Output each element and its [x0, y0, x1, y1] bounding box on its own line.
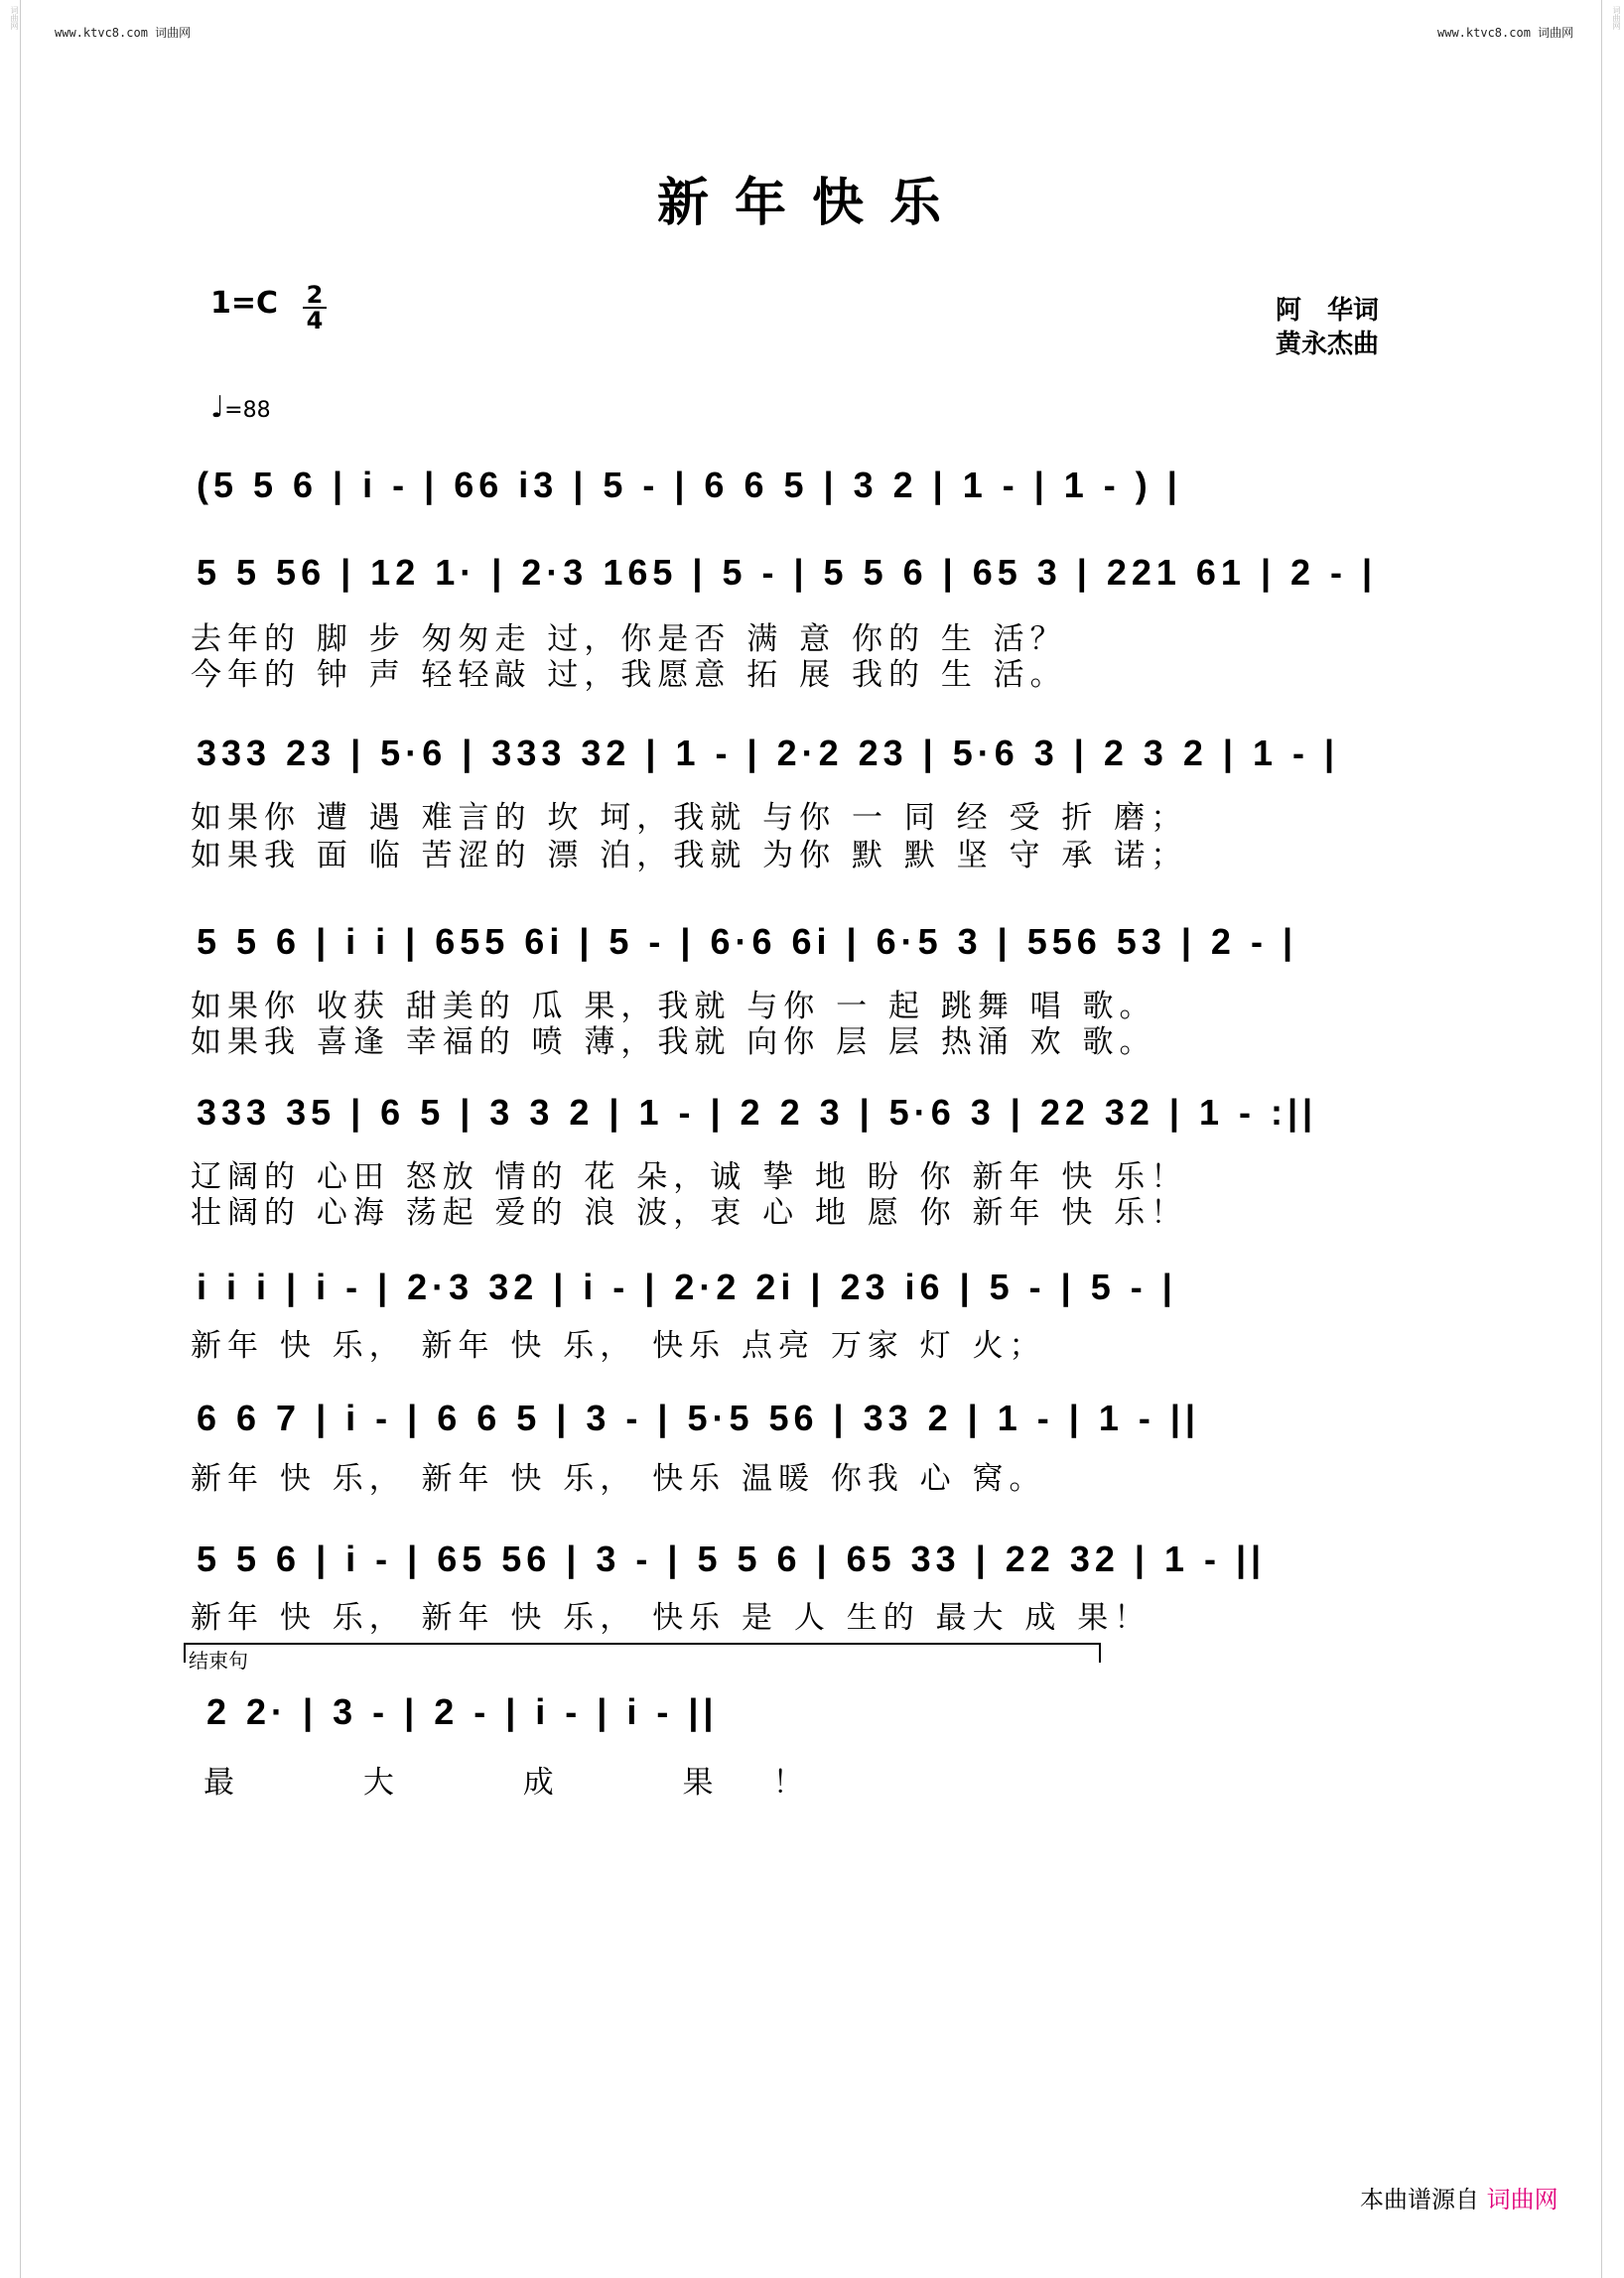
lyric-row-5-verse-2: 壮阔的 心海 荡起 爱的 浪 波，衷 心 地 愿 你 新年 快 乐！ — [191, 1195, 1188, 1231]
lyric-row-8: 新年 快 乐， 新年 快 乐， 快乐 是 人 生的 最大 成 果！ — [191, 1600, 1151, 1636]
song-title: 新年快乐 — [656, 173, 967, 233]
footer-source-text: 本曲谱源自 — [1360, 2186, 1479, 2213]
time-sig-top: 2 — [306, 281, 324, 309]
ending-label: 结束句 — [189, 1649, 248, 1673]
notation-row-4: 5 5 6 | i i | 655 6i | 5 - | 6·6 6i | 6·5 3 | 556 53 | 2 - | — [197, 921, 1298, 962]
notation-row-3: 333 23 | 5·6 | 333 32 | 1 - | 2·2 23 | 5·6 3 | 2 3 2 | 1 - | — [197, 733, 1340, 773]
lyric-row-3-verse-1: 如果你 遭 遇 难言的 坎 坷，我就 与你 一 同 经 受 折 磨； — [191, 800, 1188, 836]
header-right-watermark — [1437, 24, 1573, 41]
lyricist-credit: 阿 华词 — [1276, 296, 1380, 326]
lyric-row-3-verse-2: 如果我 面 临 苦涩的 漂 泊，我就 为你 默 默 坚 守 承 诺； — [191, 838, 1188, 873]
lyric-row-4-verse-2: 如果我 喜逢 幸福的 喷 薄，我就 向你 层 层 热涌 欢 歌。 — [191, 1024, 1156, 1060]
notation-row-5: 333 35 | 6 5 | 3 3 2 | 1 - | 2 2 3 | 5·6 3 | 22 32 | 1 - :|| — [197, 1092, 1318, 1133]
lyric-row-7: 新年 快 乐， 新年 快 乐， 快乐 温暖 你我 心 窝。 — [191, 1461, 1046, 1497]
notation-row-8: 5 5 6 | i - | 65 56 | 3 - | 5 5 6 | 65 33 | 22 32 | 1 - || — [197, 1539, 1267, 1579]
quarter-note-icon: ♩ — [210, 390, 225, 425]
side-watermark-text: 词曲网 — [1612, 6, 1621, 30]
time-sig-bottom: 4 — [306, 307, 324, 335]
header-right-url: www.ktvc8.com — [1437, 26, 1531, 40]
notation-row-6: i i i | i - | 2·3 32 | i - | 2·2 2i | 23 i6 | 5 - | 5 - | — [197, 1267, 1177, 1307]
notation-row-1: (5 5 6 | i - | 66 i3 | 5 - | 6 6 5 | 3 2 | 1 - | 1 - ) | — [197, 465, 1182, 505]
footer-source — [1360, 2180, 1558, 2214]
header-left-watermark — [55, 24, 191, 41]
ending-lyric-row: 最 大 成 果！ — [203, 1765, 864, 1801]
time-signature — [303, 281, 327, 335]
tempo-marking — [210, 390, 271, 425]
credits — [1276, 294, 1379, 361]
ending-bracket — [184, 1643, 1101, 1663]
lyric-row-2-verse-2: 今年的 钟 声 轻轻敲 过，我愿意 拓 展 我的 生 活。 — [191, 657, 1067, 693]
lyric-row-5-verse-1: 辽阔的 心田 怒放 情的 花 朵，诚 挚 地 盼 你 新年 快 乐！ — [191, 1159, 1188, 1195]
notation-row-7: 6 6 7 | i - | 6 6 5 | 3 - | 5·5 56 | 33 2 | 1 - | 1 - || — [197, 1398, 1200, 1438]
side-watermark-text: 词曲网 — [10, 6, 19, 30]
lyric-row-6: 新年 快 乐， 新年 快 乐， 快乐 点亮 万家 灯 火； — [191, 1328, 1046, 1364]
footer-brand: 词曲网 — [1486, 2186, 1558, 2213]
tempo-value: =88 — [224, 398, 271, 423]
header-left-site: 词曲网 — [155, 26, 192, 40]
header-right-site: 词曲网 — [1538, 26, 1574, 40]
right-watermark-strip — [1601, 0, 1624, 2278]
header-left-url: www.ktvc8.com — [55, 26, 148, 40]
notation-row-2: 5 5 56 | 12 1· | 2·3 165 | 5 - | 5 5 6 | 65 3 | 221 61 | 2 - | — [197, 552, 1378, 593]
ending-notation-row: 2 2· | 3 - | 2 - | i - | i - || — [206, 1691, 719, 1732]
key-signature: 1=C — [210, 286, 279, 321]
lyric-row-4-verse-1: 如果你 收获 甜美的 瓜 果，我就 与你 一 起 跳舞 唱 歌。 — [191, 989, 1156, 1024]
lyric-row-2-verse-1: 去年的 脚 步 匆匆走 过，你是否 满 意 你的 生 活？ — [191, 621, 1067, 657]
left-watermark-strip — [0, 0, 21, 2278]
composer-credit: 黄永杰曲 — [1276, 330, 1380, 359]
